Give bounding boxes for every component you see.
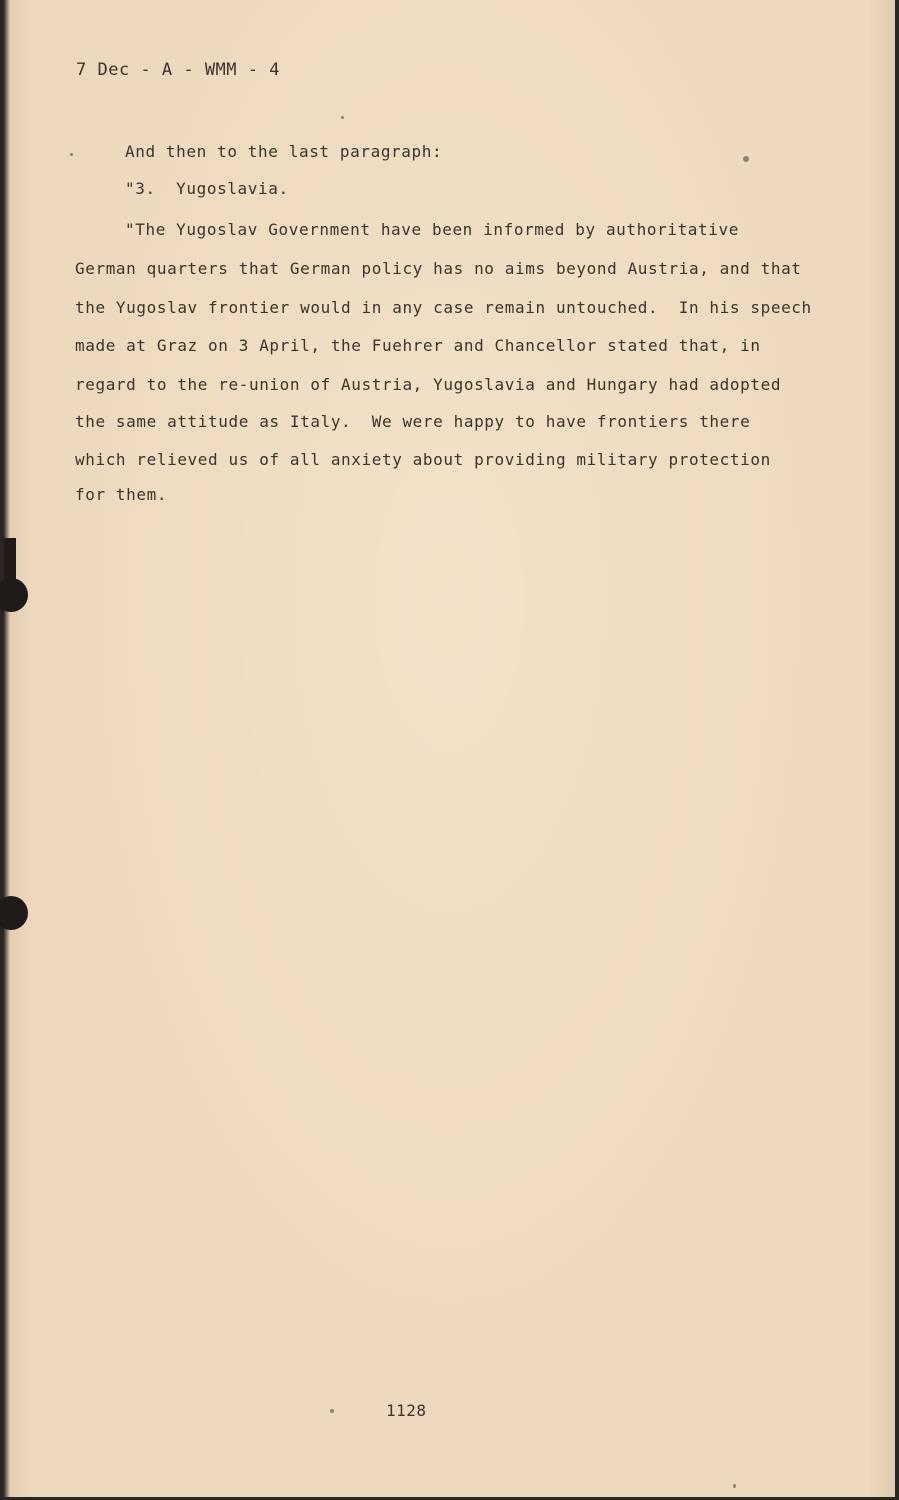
paper-speck: [70, 153, 73, 156]
document-page: [4, 0, 895, 1497]
paper-speck: [733, 1484, 736, 1488]
body-line: the Yugoslav frontier would in any case remain untouched. In his speech: [75, 298, 812, 317]
body-line: regard to the re-union of Austria, Yugoslavia and Hungary had adopted: [75, 375, 782, 394]
body-line: the same attitude as Italy. We were happy to have frontiers there: [75, 412, 751, 431]
section-heading: "3. Yugoslavia.: [125, 179, 289, 198]
body-line: German quarters that German policy has no aims beyond Austria, and that: [75, 259, 802, 278]
body-line: made at Graz on 3 April, the Fuehrer and Chancellor stated that, in: [75, 336, 761, 355]
paper-speck: [330, 1409, 334, 1413]
body-line: for them.: [75, 485, 168, 504]
paper-speck: [341, 116, 344, 119]
body-line: "The Yugoslav Government have been informed by authoritative: [125, 220, 739, 239]
page-header: 7 Dec - A - WMM - 4: [76, 60, 280, 80]
page-edge-shadow: [4, 0, 10, 1497]
punch-hole-upper: [0, 578, 28, 612]
paper-speck: [743, 156, 749, 162]
punch-hole-lower: [0, 896, 28, 930]
body-line: which relieved us of all anxiety about providing military protection: [75, 450, 771, 469]
page-number: 1128: [386, 1401, 427, 1420]
intro-line: And then to the last paragraph:: [125, 142, 443, 161]
